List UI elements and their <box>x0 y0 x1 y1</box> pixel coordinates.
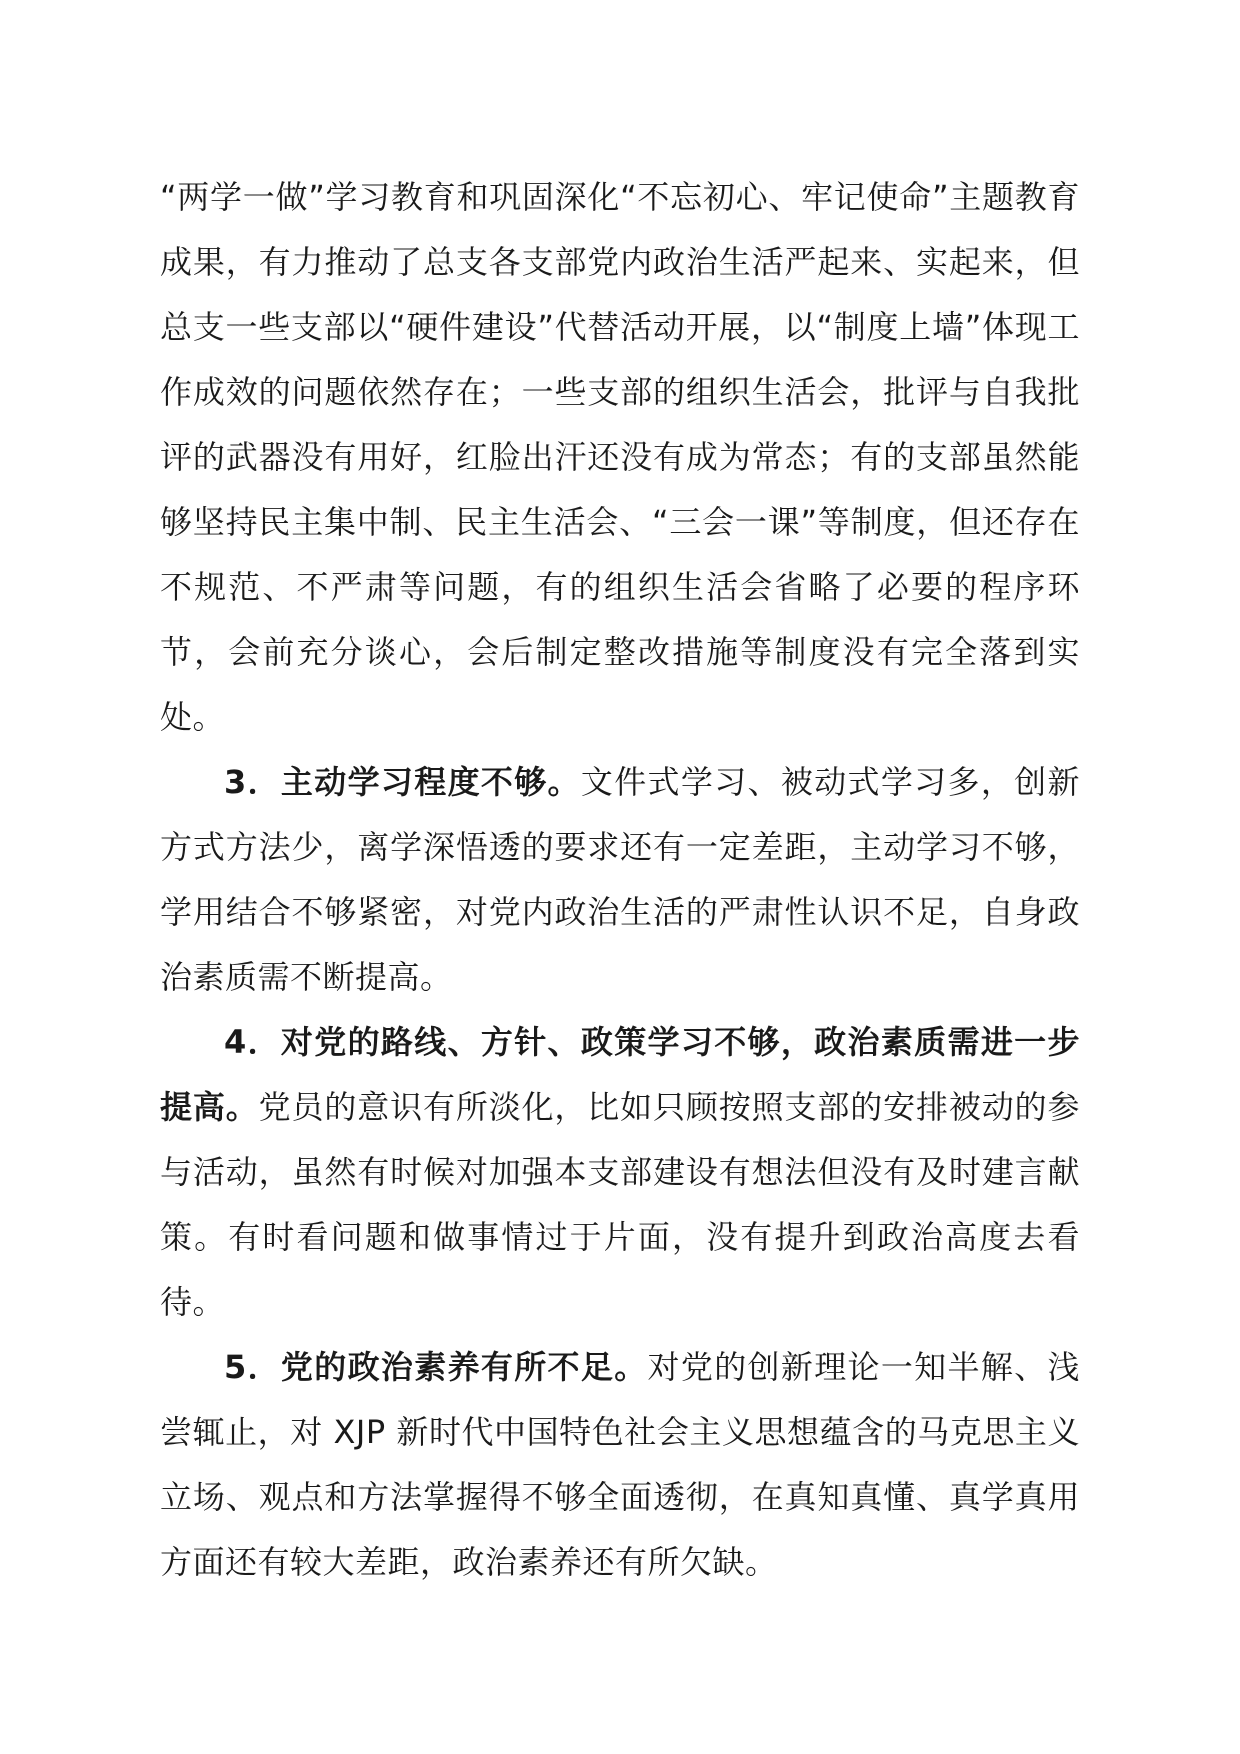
paragraph-body: 对党的创新理论一知半解、浅尝辄止，对 XJP 新时代中国特色社会主义思想蕴含的马克思主义立场、观点和方法掌握得不够全面透彻，在真知真懂、真学真用方面还有较大差距，政治素养还有所欠缺。 <box>160 1348 1080 1581</box>
paragraph-heading: 5．党的政治素养有所不足。 <box>224 1348 648 1386</box>
document-page <box>160 165 1080 1595</box>
paragraph-heading: 3．主动学习程度不够。 <box>224 763 581 801</box>
paragraph-body: 党员的意识有所淡化，比如只顾按照支部的安排被动的参与活动，虽然有时候对加强本支部建设有想法但没有及时建言献策。有时看问题和做事情过于片面，没有提升到政治高度去看待。 <box>160 1088 1080 1321</box>
paragraph-item-4 <box>160 1010 1080 1335</box>
paragraph-body: 文件式学习、被动式学习多，创新方式方法少，离学深悟透的要求还有一定差距，主动学习不够，学用结合不够紧密，对党内政治生活的严肃性认识不足，自身政治素质需不断提高。 <box>160 763 1080 996</box>
paragraph-body: “两学一做”学习教育和巩固深化“不忘初心、牢记使命”主题教育成果，有力推动了总支各支部党内政治生活严起来、实起来，但总支一些支部以“硬件建设”代替活动开展，以“制度上墙”体现工作成效的问题依然存在；一些支部的组织生活会，批评与自我批评的武器没有用好，红脸出汗还没有成为常态；有的支部虽然能够坚持民主集中制、民主生活会、“三会一课”等制度，但还存在不规范、不严肃等问题，有的组织生活会省略了必要的程序环节，会前充分谈心，会后制定整改措施等制度没有完全落到实处。 <box>160 178 1080 736</box>
paragraph-item-5 <box>160 1335 1080 1595</box>
paragraph-heading: 4．对党的路线、方针、政策学习不够，政治素质需进一步提高。 <box>160 1023 1080 1126</box>
paragraph-continuation <box>160 165 1080 750</box>
paragraph-item-3 <box>160 750 1080 1010</box>
